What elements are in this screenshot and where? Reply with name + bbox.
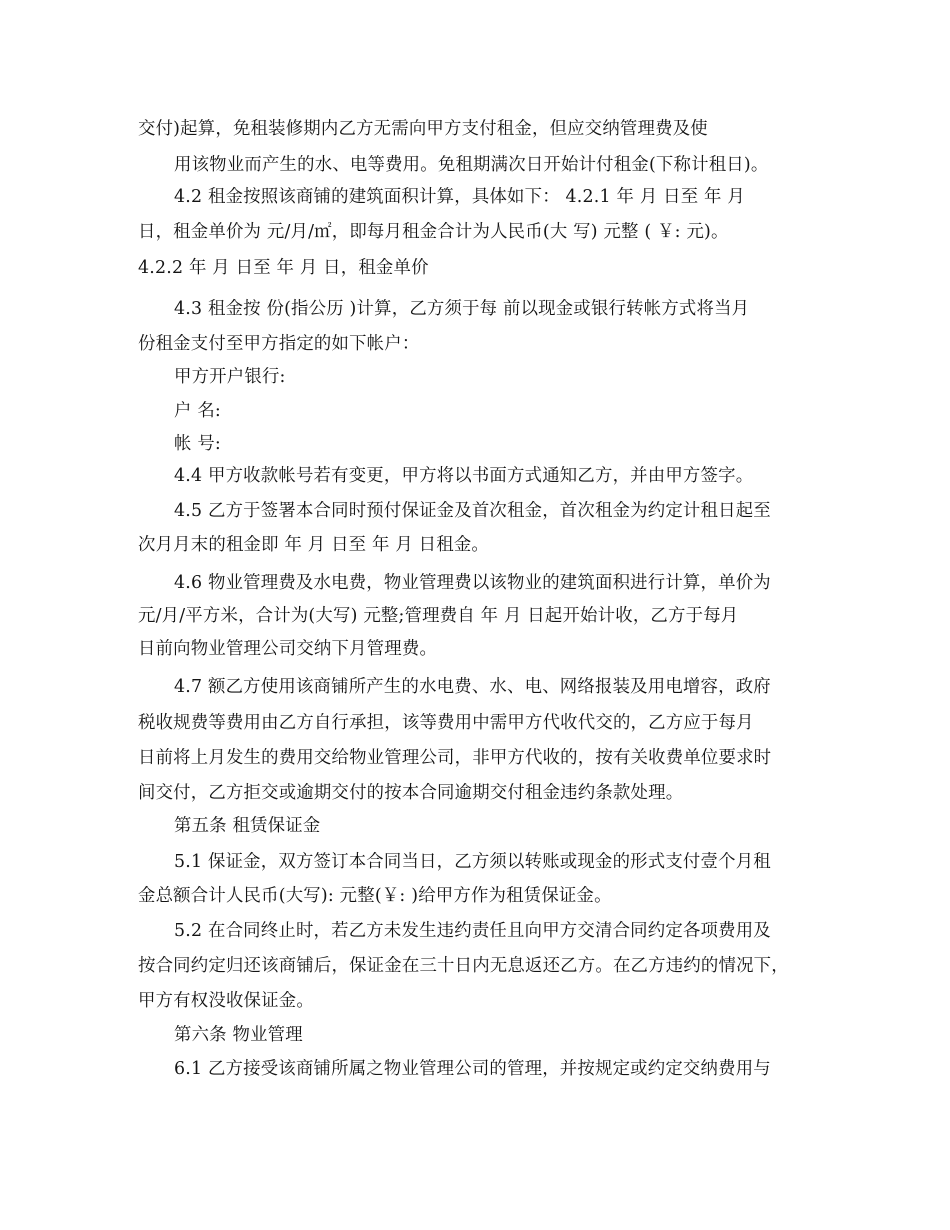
paragraph-line: 4.7 额乙方使用该商铺所产生的水电费、水、电、网络报装及用电增容，政府: [174, 677, 771, 697]
paragraph-line: 5.2 在合同终止时，若乙方未发生违约责任且向甲方交清合同约定各项费用及: [174, 921, 771, 941]
account-number-label: 帐 号:: [174, 434, 221, 454]
paragraph-line: 金总额合计人民币(大写): 元整(￥: )给甲方作为租赁保证金。: [138, 886, 612, 906]
paragraph-line: 4.2 租金按照该商铺的建筑面积计算，具体如下： 4.2.1 年 月 日至 年 月: [174, 187, 745, 207]
paragraph-line: 份租金支付至甲方指定的如下帐户：: [138, 334, 420, 354]
paragraph-line: 税收规费等费用由乙方自行承担，该等费用中需甲方代收代交的，乙方应于每月: [138, 713, 754, 733]
paragraph-line: 5.1 保证金，双方签订本合同当日，乙方须以转账或现金的形式支付壹个月租: [174, 852, 771, 872]
paragraph-line: 元/月/平方米，合计为(大写) 元整;管理费自 年 月 日起开始计收，乙方于每月: [138, 606, 739, 626]
paragraph-line: 按合同约定归还该商铺后，保证金在三十日内无息返还乙方。在乙方违约的情况下，: [138, 956, 789, 976]
account-name-label: 户 名:: [174, 401, 221, 421]
paragraph-line: 4.2.2 年 月 日至 年 月 日，租金单价: [138, 258, 429, 278]
paragraph-line: 日，租金单价为 元/月/㎡，即每月租金合计为人民币(大 写) 元整 ( ￥: 元)。: [138, 222, 729, 242]
paragraph-line: 交付)起算，免租装修期内乙方无需向甲方支付租金，但应交纳管理费及使: [138, 119, 708, 139]
paragraph-line: 4.5 乙方于签署本合同时预付保证金及首次租金，首次租金为约定计租日起至: [174, 501, 771, 521]
paragraph-line: 间交付，乙方拒交或逾期交付的按本合同逾期交付租金违约条款处理。: [138, 783, 684, 803]
section-heading: 第五条 租赁保证金: [174, 816, 321, 836]
paragraph-line: 用该物业而产生的水、电等费用。免租期满次日开始计付租金(下称计租日)。: [174, 155, 769, 175]
paragraph-line: 6.1 乙方接受该商铺所属之物业管理公司的管理，并按规定或约定交纳费用与: [174, 1059, 771, 1079]
paragraph-line: 日前将上月发生的费用交给物业管理公司，非甲方代收的，按有关收费单位要求时: [138, 748, 772, 768]
section-heading: 第六条 物业管理: [174, 1025, 303, 1045]
paragraph-line: 4.6 物业管理费及水电费，物业管理费以该物业的建筑面积进行计算，单价为: [174, 573, 771, 593]
paragraph-line: 次月月末的租金即 年 月 日至 年 月 日租金。: [138, 535, 490, 555]
paragraph-line: 4.4 甲方收款帐号若有变更，甲方将以书面方式通知乙方，并由甲方签字。: [174, 466, 754, 486]
paragraph-line: 甲方有权没收保证金。: [138, 991, 314, 1011]
paragraph-line: 日前向物业管理公司交纳下月管理费。: [138, 639, 438, 659]
paragraph-line: 4.3 租金按 份(指公历 )计算，乙方须于每 前以现金或银行转帐方式将当月: [174, 299, 750, 319]
bank-name-label: 甲方开户银行:: [174, 367, 286, 387]
